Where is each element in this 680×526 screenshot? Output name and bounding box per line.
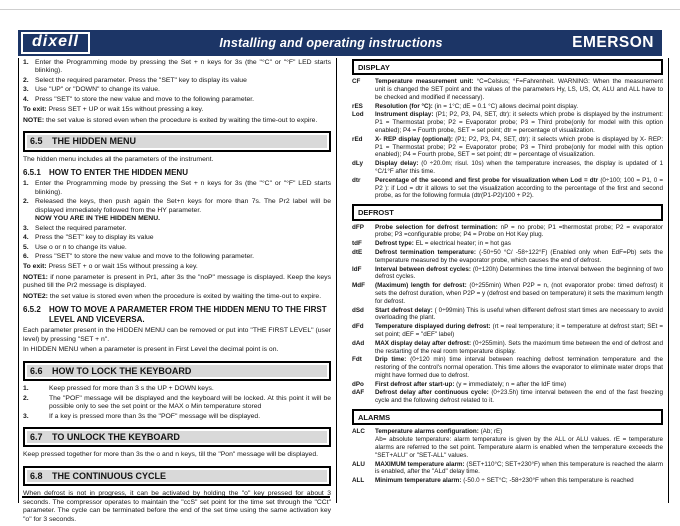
parameter-description: (Ab; rE) — [480, 428, 503, 436]
parameter-code: dtr — [352, 176, 361, 184]
section-number: 6.8 — [30, 470, 43, 481]
list-item-text: Enter the Programming mode by pressing the Set + n keys for 3s (the "°C" or "°F" LED starts blinking). — [35, 180, 331, 196]
parameter-name: Start defrost delay: — [375, 306, 435, 314]
list-item — [23, 244, 331, 252]
paragraph-text: if none parameter is present in Pr1, after 3s the "noP" message is displayed. Keep the keys pushed till the Pr2 message is displayed. — [23, 273, 331, 290]
parameter-row — [352, 78, 663, 101]
lead-label: NOTE1: — [23, 273, 51, 281]
list-item — [23, 59, 331, 76]
parameter-body — [375, 356, 663, 379]
list-item-number: 5. — [23, 243, 29, 251]
list-item-number: 2. — [23, 394, 29, 402]
parameter-body — [375, 266, 663, 282]
subsection-heading — [23, 305, 331, 325]
parameter-body — [375, 307, 663, 323]
subsection-number: 6.5.2 — [23, 305, 41, 315]
section-heading — [23, 466, 331, 486]
right-column — [352, 59, 663, 486]
list-item — [23, 234, 331, 242]
parameter-row — [352, 340, 663, 356]
parameter-name: Temperature displayed during defrost: — [375, 323, 493, 331]
section-number: 6.7 — [30, 432, 43, 443]
parameter-body — [375, 477, 663, 485]
parameter-name: Drip time: — [375, 356, 411, 364]
parameter-name: Resolution (for °C): — [375, 102, 435, 110]
list-item-text: Enter the Programming mode by pressing the Set + n keys for 3s (the "°C" or "°F" LED starts blinking). — [35, 59, 331, 75]
parameter-row — [352, 307, 663, 323]
list-item-number: 1. — [23, 180, 29, 188]
scan-edge-line — [0, 9, 680, 10]
parameter-name: (Maximum) length for defrost: — [375, 282, 470, 290]
parameter-description: (-50.0 ÷ SET°C; -58÷230°F when this temperature is reached — [463, 477, 634, 485]
parameter-row — [352, 136, 663, 159]
parameter-row — [352, 224, 663, 240]
parameter-code: ALL — [352, 477, 365, 485]
parameter-row — [352, 323, 663, 339]
parameter-code: ALC — [352, 428, 365, 436]
parameter-code: tdF — [352, 240, 362, 248]
paragraph: Each parameter present in the HIDDEN MENU can be removed or put into "THE FIRST LEVEL" (user level) by pressing "SET + n". — [23, 327, 331, 343]
parameter-code: dtE — [352, 248, 363, 256]
list-item — [23, 86, 331, 94]
parameter-body — [375, 224, 663, 240]
list-item-number: 1. — [23, 385, 29, 393]
parameter-code: dPo — [352, 380, 364, 388]
parameter-row — [352, 240, 663, 248]
ordered-list — [23, 180, 331, 261]
lead-label: NOTE: — [23, 116, 47, 124]
parameter-extra-text: Ab= absolute temperature: alarm temperature is given by the ALL or ALU values. rE = temperature alarms are referred to the set point. Temperature alarm is enabled when the temperature exceeds the "SET+ALU" or "SET-ALL" values. — [375, 436, 663, 459]
parameter-description: (in = 1°C; dE = 0.1 °C) allows decimal point display. — [434, 102, 579, 110]
parameter-group-heading: DISPLAY — [352, 59, 663, 75]
section-number: 6.5 — [30, 136, 43, 147]
lead-paragraph — [23, 274, 331, 291]
parameter-description: (P1; P2, P3, P4, SET, dtr): it selects which probe is displayed by X- REP: P1 = Thermostat probe; P2 = Evaporator probe; P3 = Third probe(only for model with this option enabled); P4 = Fourth probe, SET = set point; dtr = percentage of visualization. — [375, 135, 663, 159]
list-item — [23, 77, 331, 85]
list-item-number: 6. — [23, 253, 29, 260]
parameter-description: (-50÷50 °C/ -58÷122°F) (Enabled only when EdF=Pb) sets the temperature measured by the evaporator probe, which causes the end of defrost. — [375, 248, 663, 264]
parameter-code: IdF — [352, 265, 362, 273]
parameter-body — [375, 282, 663, 305]
parameter-description: (P1; P2, P3, P4, SET, dtr): it selects which probe is displayed by the instrument: P1 = Thermostat probe; P2 = Evaporator probe; P3 = Third probe(only for model with this option enabled); P4 = Fourth probe, SET = set point; dtr = percentage of visualization. — [375, 111, 663, 135]
list-item-text: Keep pressed for more than 3 s the UP + DOWN keys. — [49, 385, 214, 393]
list-item-text: Select the required parameter. — [35, 224, 127, 232]
parameter-description: (SET+110°C; SET+230°F) when this temperature is reached the alarm is enabled, after the "ALd" delay time. — [375, 460, 663, 476]
parameter-code: rEd — [352, 135, 363, 143]
section-title: TO UNLOCK THE KEYBOARD — [52, 432, 180, 443]
parameter-group-heading: ALARMS — [352, 409, 663, 425]
parameter-row — [352, 461, 663, 477]
parameter-body — [375, 78, 663, 101]
header-band — [18, 30, 662, 56]
list-item — [23, 385, 331, 393]
list-item — [23, 96, 331, 104]
parameter-description: nP = no probe; P1 =thermostat probe; P2 = evaporator probe; P3 =configurable probe; P4 = Probe on Hot Key plug. — [375, 223, 663, 239]
parameter-name: Defrost type: — [375, 240, 416, 248]
list-item — [23, 180, 331, 197]
ordered-list — [23, 59, 331, 104]
parameter-body — [375, 381, 663, 389]
paragraph-text: the set value is stored even when the procedure is exited by waiting the time-out to expire. — [46, 116, 318, 124]
list-item-number: 2. — [23, 198, 29, 206]
parameter-body — [375, 111, 663, 134]
parameter-description: (0÷23.5h) time interval between the end of the fast freezing cycle and the following defrost related to it. — [375, 389, 663, 405]
parameter-name: Interval between defrost cycles: — [375, 265, 473, 273]
parameter-name: Instrument display: — [375, 111, 436, 119]
parameter-code: rES — [352, 102, 363, 110]
list-item-text: Press the "SET" key to display its value — [35, 234, 154, 242]
parameter-description: (0÷120h) Determines the time interval between the beginning of two defrost cycles. — [375, 265, 663, 281]
dixell-logo — [21, 32, 90, 54]
list-item — [23, 395, 331, 412]
parameter-code: dSd — [352, 306, 364, 314]
paragraph: When defrost is not in progress, it can be activated by holding the "o" key pressed for about 3 seconds. The compressor operates to maintain the "ccS" set point for the time set through the "CCt" parameter. The cycle can be terminated before the end of the set time using the same activation key "o" for 3 seconds. — [23, 490, 331, 523]
page-border-left — [18, 58, 19, 503]
section-title: HOW TO LOCK THE KEYBOARD — [52, 365, 192, 376]
parameter-row — [352, 282, 663, 305]
lead-paragraph — [23, 293, 331, 301]
parameter-description: ( 0÷99min) This is useful when different defrost start times are necessary to avoid overloading the plant. — [375, 306, 663, 322]
parameter-name: Defrost delay after continuous cycle: — [375, 389, 492, 397]
lead-label: To exit: — [23, 106, 49, 114]
parameter-description: EL = electrical heater; in = hot gas — [415, 240, 511, 248]
parameter-name: X- REP display (optional): — [375, 135, 456, 143]
parameter-name: Minimum temperature alarm: — [375, 477, 464, 485]
list-item-number: 3. — [23, 412, 29, 420]
parameter-code: dLy — [352, 160, 363, 168]
column-divider — [336, 58, 337, 503]
parameter-description: (0÷120 min) time interval between reaching defrost termination temperature and the restoring of the control's normal operation. This time allows the evaporator to eliminate water drops that might have formed due to defrost. — [375, 356, 663, 379]
parameter-code: dFd — [352, 323, 364, 331]
dixell-logo-text: dixell — [32, 33, 79, 50]
parameter-body — [375, 240, 663, 248]
subsection-title: HOW TO ENTER THE HIDDEN MENU — [49, 168, 188, 178]
parameter-code: dAd — [352, 339, 365, 347]
parameter-row — [352, 111, 663, 134]
list-item-text: Released the keys, then push again the Set+n keys for more than 7s. The Pr2 label will be displayed immediately followed from the HY parameter. NOW YOU ARE IN THE HIDDEN MENU. — [35, 198, 331, 223]
list-item-number: 4. — [23, 95, 29, 103]
parameter-code: dFP — [352, 223, 364, 231]
list-item-bold-line: NOW YOU ARE IN THE HIDDEN MENU. — [35, 215, 160, 223]
list-item-number: 4. — [23, 234, 29, 242]
parameter-description: (y = immediately; n = after the IdF time) — [456, 380, 567, 388]
parameter-name: MAX display delay after defrost: — [375, 339, 473, 347]
parameter-name: First defrost after start-up: — [375, 380, 457, 388]
parameter-description: (0÷255min) When P2P = n, (not evaporator probe: timed defrost) it sets the defrost duration, when P2P = y (defrost end based on temperature) it sets the maximum length for defrost. — [375, 282, 663, 305]
subsection-heading — [23, 168, 331, 178]
lead-paragraph — [23, 117, 331, 125]
parameter-code: dAF — [352, 389, 365, 397]
parameter-name: Temperature alarms configuration: — [375, 428, 481, 436]
parameter-description: (0÷255min). Sets the maximum time between the end of defrost and the restarting of the real room temperature display. — [375, 339, 663, 355]
ordered-list — [23, 385, 331, 421]
list-item-text: Press "SET" to store the new value and move to the following parameter. — [35, 95, 255, 103]
section-title: THE HIDDEN MENU — [52, 136, 137, 147]
parameter-name: Defrost termination temperature: — [375, 248, 480, 256]
parameter-body — [375, 340, 663, 356]
parameter-body — [375, 323, 663, 339]
paragraph-text: Press SET + o or wait 15s without pressing a key. — [48, 263, 198, 271]
parameter-row — [352, 389, 663, 405]
lead-label: NOTE2: — [23, 292, 50, 300]
parameter-body — [375, 103, 663, 111]
parameter-name: Percentage of the second and first probe for visualization when Lod = dtr — [375, 176, 601, 184]
parameter-row — [352, 160, 663, 176]
list-item-number: 3. — [23, 86, 29, 94]
section-heading — [23, 427, 331, 447]
parameter-name: Display delay: — [375, 160, 422, 168]
paragraph: In HIDDEN MENU when a parameter is present in First Level the decimal point is on. — [23, 346, 279, 354]
list-item-text: If a key is pressed more than 3s the "POF" message will be displayed. — [49, 412, 261, 420]
parameter-name: Temperature measurement unit: — [375, 78, 477, 86]
list-item-text: Select the required parameter. Press the "SET" key to display its value — [35, 76, 247, 84]
lead-label: To exit: — [23, 263, 49, 271]
list-item — [23, 198, 331, 223]
parameter-body — [375, 428, 663, 459]
parameter-body — [375, 160, 663, 176]
list-item-number: 3. — [23, 224, 29, 232]
list-item-number: 1. — [23, 59, 29, 66]
section-heading — [23, 131, 331, 151]
list-item-text: Use "UP" or "DOWN" to change its value. — [35, 86, 160, 94]
subsection-number: 6.5.1 — [23, 168, 41, 178]
list-item-number: 2. — [23, 76, 29, 84]
page-title: Installing and operating instructions — [219, 36, 443, 50]
lead-paragraph — [23, 106, 331, 114]
parameter-body — [375, 389, 663, 405]
paragraph-text: Press SET + UP or wait 15s without pressing a key. — [48, 106, 204, 114]
parameter-row — [352, 177, 663, 200]
paragraph: The hidden menu includes all the parameters of the instrument. — [23, 155, 214, 163]
parameter-description: (0 ÷20.0m; risul. 10s) when the temperature increases, the display is updated of 1 °C/1°F after this time. — [375, 160, 663, 176]
parameter-row — [352, 428, 663, 459]
parameter-row — [352, 381, 663, 389]
parameter-row — [352, 103, 663, 111]
lead-paragraph — [23, 263, 331, 271]
parameter-code: CF — [352, 78, 361, 86]
parameter-description: (rt = real temperature; it = temperature at defrost start; SEt = set point; dEF = "dEF" label) — [375, 323, 664, 338]
left-column — [23, 59, 331, 526]
list-item — [23, 253, 331, 261]
section-number: 6.6 — [30, 365, 43, 376]
parameter-row — [352, 266, 663, 282]
parameter-code: MdF — [352, 282, 365, 290]
paragraph: Keep pressed together for more than 3s the o and n keys, till the "Pon" message will be displayed. — [23, 451, 318, 459]
parameter-row — [352, 249, 663, 265]
section-title: THE CONTINUOUS CYCLE — [52, 470, 167, 481]
parameter-description: (0÷100; 100 = P1, 0 = P2 ): if Lod = dtr it allows to set the visualization according to the percentage of the first and second probe, as for the following formula (dtr(P1-P2)/100 + P2). — [375, 176, 663, 200]
page-border-right — [668, 58, 669, 503]
parameter-body — [375, 461, 663, 477]
parameter-body — [375, 177, 663, 200]
parameter-body — [375, 136, 663, 159]
list-item-text: The "POF" message will be displayed and the keyboard will be locked. At this point it will be possible only to see the set point or the MAX o Min temperature stored — [49, 394, 331, 411]
parameter-description: °C=Celsius; °F=Fahrenheit. WARNING: When the measurement unit is changed the SET point and the values of the parameters Hy, LS, US, Ot, ALU and ALL have to be checked and modified if necessary). — [375, 78, 663, 101]
parameter-code: Lod — [352, 111, 364, 119]
paragraph-text: the set value is stored even when the procedure is exited by waiting the time-out to expire. — [49, 292, 322, 300]
list-item-text: Press "SET" to store the new value and move to the following parameter. — [35, 253, 255, 260]
list-item — [23, 225, 331, 233]
parameter-code: ALU — [352, 460, 365, 468]
parameter-row — [352, 477, 663, 485]
parameter-name: Probe selection for defrost termination: — [375, 223, 501, 231]
parameter-row — [352, 356, 663, 379]
list-item-text: Use o or n to change its value. — [35, 243, 127, 251]
parameter-body — [375, 249, 663, 265]
parameter-group-heading: DEFROST — [352, 204, 663, 220]
list-item — [23, 413, 331, 421]
parameter-code: Fdt — [352, 356, 362, 364]
subsection-title: HOW TO MOVE A PARAMETER FROM THE HIDDEN MENU TO THE FIRST LEVEL AND VICEVERSA. — [49, 305, 327, 325]
section-heading — [23, 361, 331, 381]
parameter-name: MAXIMUM temperature alarm: — [375, 460, 467, 468]
emerson-logo: EMERSON — [572, 34, 654, 51]
